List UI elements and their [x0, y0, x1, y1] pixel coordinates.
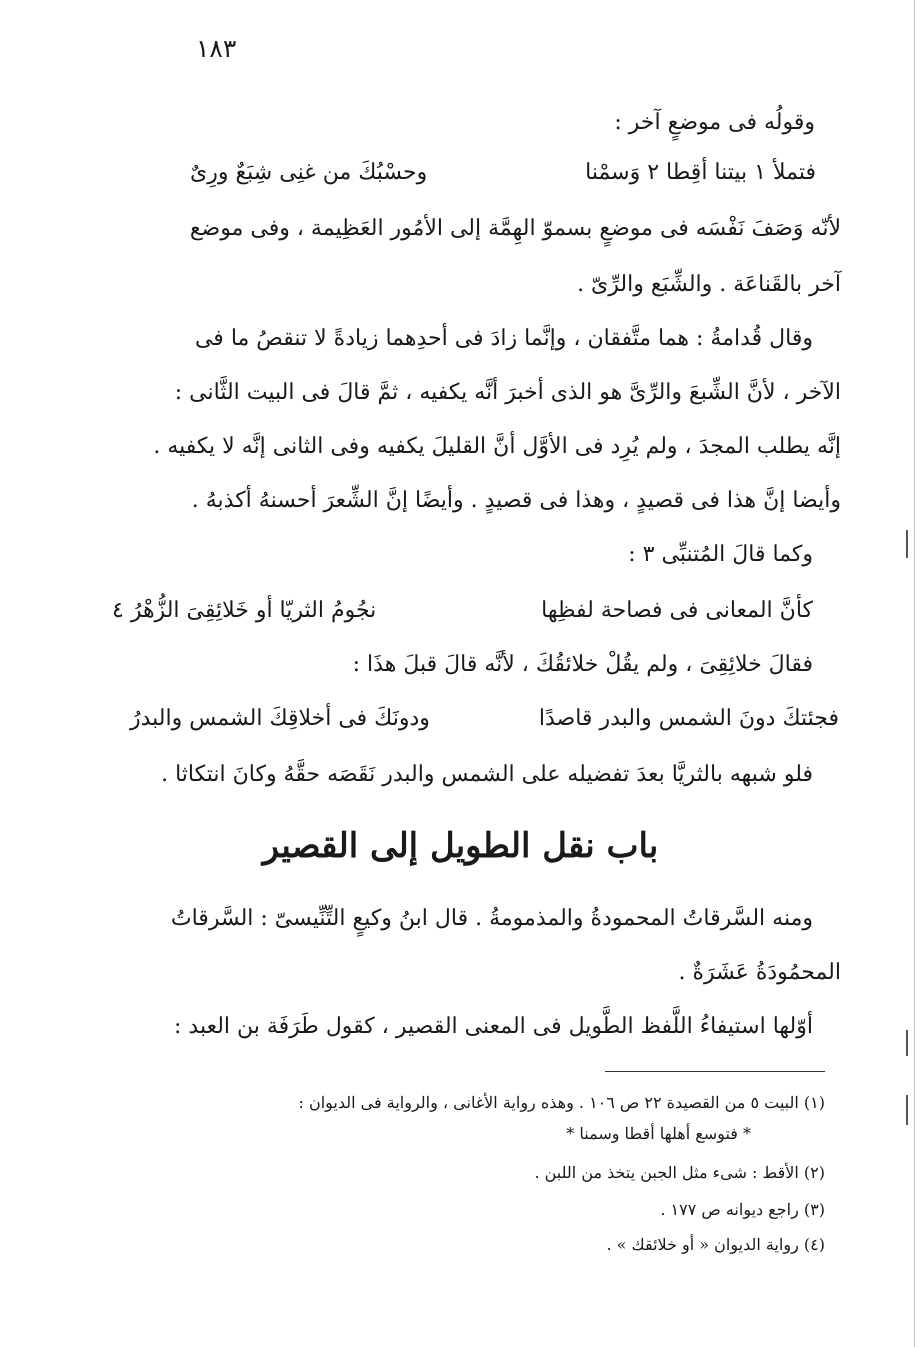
- intro-line: وقولُه فى موضعٍ آخر :: [614, 110, 815, 135]
- footnote-4: (٤) رواية الديوان « أو خلائقك » .: [606, 1235, 825, 1254]
- paragraph-4: فلو شبهه بالثريَّا بعدَ تفضيله على الشمس والبدر نَقَصَه حقَّهُ وكانَ انتكاثا .: [161, 762, 813, 787]
- paragraph-line: ومنه السَّرقاتُ المحمودةُ والمذمومةُ . قال ابنُ وكيعٍ التِّنِّيسىّ : السَّرقاتُ: [170, 906, 813, 931]
- footnote-1: (١) البيت ٥ من القصيدة ٢٢ ص ١٠٦ . وهذه رواية الأغانى ، والرواية فى الديوان :: [298, 1093, 825, 1112]
- paragraph-line: لأنّه وَصَفَ نَفْسَه فى موضعٍ بسموّ الهِمَّة إلى الأمُور العَظِيمة ، وفى موضع: [189, 216, 841, 241]
- verse-1-right-hemistich: فتملأ ١ بيتنا أقِطا ٢ وَسمْنا: [585, 160, 816, 185]
- footnote-separator: [605, 1071, 825, 1072]
- page-number: ١٨٣: [196, 34, 237, 63]
- edge-mark: [906, 1030, 908, 1056]
- intro-line-2: وكما قالَ المُتنبِّى ٣ :: [628, 542, 813, 567]
- paragraph-line: وأيضا إنَّ هذا فى قصيدٍ ، وهذا فى قصيدٍ . وأيضًا إنَّ الشِّعرَ أحسنهُ أكذبهُ .: [191, 488, 841, 513]
- verse-2-right-hemistich: كأنَّ المعانى فى فصاحة لفظِها: [541, 598, 813, 623]
- verse-1-left-hemistich: وحسْبُكَ من غنِى شِبَعٌ ورِىٌ: [190, 160, 428, 185]
- verse-3-right-hemistich: فجئتكَ دونَ الشمس والبدر قاصدًا: [538, 706, 839, 731]
- paragraph-line: المحمُودَةُ عَشَرَةٌ .: [678, 960, 841, 985]
- footnote-3: (٣) راجع ديوانه ص ١٧٧ .: [660, 1200, 825, 1219]
- chapter-title: باب نقل الطويل إلى القصير: [262, 826, 659, 866]
- paragraph-3: فقالَ خلائِقِىَ ، ولم يقُلْ خلائقُكَ ، لأنَّه قالَ قبلَ هذَا :: [352, 652, 813, 677]
- paragraph-6: أوّلها استيفاءُ اللَّفظ الطَّويل فى المعنى القصير ، كقول طَرَفَة بن العبد :: [173, 1014, 813, 1039]
- paragraph-line: وقال قُدامةُ : هما متَّفقان ، وإنَّما زادَ فى أحدِهما زيادةً لا تنقصُ ما فى: [194, 326, 813, 351]
- verse-2-left-hemistich: نجُومُ الثريّا أو خَلائِقِىَ الزُّهْرُ ٤: [112, 598, 377, 623]
- edge-mark: [906, 1095, 908, 1125]
- page-edge-line: [914, 0, 915, 1347]
- footnote-2: (٢) الأقط : شىء مثل الجبن يتخذ من اللبن .: [534, 1163, 825, 1182]
- verse-3-left-hemistich: ودونَكَ فى أخلاقِكَ الشمس والبدرُ: [130, 706, 430, 731]
- paragraph-line: آخر بالقَناعَة . والشِّبَع والرِّىّ .: [577, 272, 841, 297]
- paragraph-line: الآخر ، لأنَّ الشِّبعَ والرِّىَّ هو الذى أخبرَ أنَّه يكفيه ، ثمَّ قالَ فى البيت الثَّانى :: [174, 380, 841, 405]
- edge-mark: [906, 530, 908, 558]
- footnote-1-verse: * فتوسع أهلها أقطا وسمنا *: [566, 1124, 751, 1143]
- paragraph-line: إنَّه يطلب المجدَ ، ولم يُرِد فى الأوَّل أنَّ القليلَ يكفيه وفى الثانى إنَّه لا يكفيه .: [153, 434, 841, 459]
